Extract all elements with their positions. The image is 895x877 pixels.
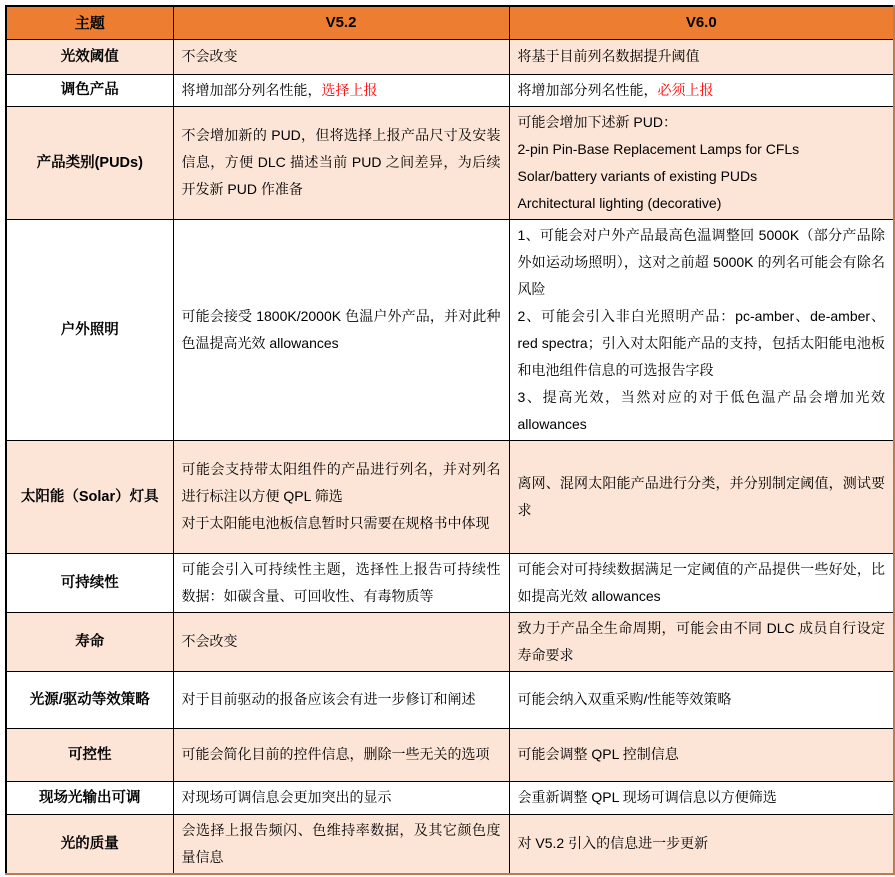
cell-text: 可能会纳入双重采购/性能等效策略 [517, 691, 732, 707]
table-row [6, 74, 894, 106]
column-header-topic: 主题 [6, 6, 173, 39]
table-row [6, 39, 894, 74]
cell-text: 可能会支持带太阳组件的产品进行列名，并对列名进行标注以方便 QPL 筛选 [181, 461, 501, 504]
v60-cell [509, 106, 894, 219]
cell-text: 可能会对可持续数据满足一定阈值的产品提供一些好处，比如提高光效 allowances [517, 560, 885, 604]
cell-text: 不会改变 [181, 48, 238, 64]
cell-text: 会选择上报告频闪、色维持率数据，及其它颜色度量信息 [181, 821, 501, 865]
v60-cell [509, 612, 894, 671]
v52-cell [173, 671, 509, 728]
cell-text: 可能会增加下述新 PUD： [517, 113, 677, 130]
topic-cell: 光源/驱动等效策略 [6, 671, 173, 728]
table-row [6, 219, 894, 440]
topic-cell: 光的质量 [6, 814, 173, 874]
v52-cell [173, 781, 509, 814]
cell-text: 将增加部分列名性能， [517, 81, 658, 98]
version-comparison-table [5, 5, 895, 875]
v52-cell [173, 553, 509, 612]
table-body [6, 39, 894, 874]
cell-text-highlight: 选择上报 [321, 81, 378, 98]
cell-text: 可能会调整 QPL 控制信息 [517, 746, 679, 762]
cell-text: 会重新调整 QPL 现场可调信息以方便筛选 [517, 789, 777, 805]
cell-text: 对现场可调信息会更加突出的显示 [181, 789, 392, 805]
cell-text: Solar/battery variants of existing PUDs [517, 167, 758, 184]
cell-text: 对于太阳能电池板信息暂时只需要在规格书中体现 [181, 515, 490, 531]
table-row [6, 612, 894, 671]
v60-cell [509, 219, 894, 440]
v60-cell [509, 671, 894, 728]
cell-text: 致力于产品全生命周期，可能会由不同 DLC 成员自行设定寿命要求 [517, 619, 885, 663]
v60-cell [509, 728, 894, 781]
v60-cell [509, 39, 894, 74]
v52-cell [173, 219, 509, 440]
v60-cell [509, 440, 894, 553]
cell-text: 将基于目前列名数据提升阈值 [517, 48, 700, 64]
column-header-v52: V5.2 [173, 6, 509, 39]
topic-cell: 可控性 [6, 728, 173, 781]
cell-text: 可能会接受 1800K/2000K 色温户外产品，并对此种色温提高光效 allowances [181, 307, 501, 351]
cell-text: 不会增加新的 PUD，但将选择上报产品尺寸及安装信息，方便 DLC 描述当前 PUD 之间差异，为后续开发新 PUD 作准备 [181, 127, 501, 197]
v60-cell [509, 553, 894, 612]
table-row [6, 553, 894, 612]
cell-text: 2、可能会引入非白光照明产品：pc-amber、de-amber、red spectra；引入对太阳能产品的支持，包括太阳能电池板和电池组件信息的可选报告字段 [517, 307, 885, 378]
topic-cell: 太阳能（Solar）灯具 [6, 440, 173, 553]
table-row [6, 106, 894, 219]
v52-cell [173, 440, 509, 553]
table-row [6, 671, 894, 728]
v52-cell [173, 728, 509, 781]
v52-cell [173, 39, 509, 74]
table-row [6, 728, 894, 781]
v60-cell [509, 781, 894, 814]
topic-cell: 调色产品 [6, 74, 173, 106]
topic-cell: 户外照明 [6, 219, 173, 440]
cell-text: 2-pin Pin-Base Replacement Lamps for CFLs [517, 140, 800, 157]
cell-text: 对于目前驱动的报备应该会有进一步修订和阐述 [181, 691, 476, 707]
v60-cell [509, 74, 894, 106]
table-row [6, 440, 894, 553]
table-row [6, 781, 894, 814]
v52-cell [173, 612, 509, 671]
topic-cell: 光效阈值 [6, 39, 173, 74]
cell-text: 对 V5.2 引入的信息进一步更新 [517, 835, 709, 851]
table-row [6, 814, 894, 874]
topic-cell: 可持续性 [6, 553, 173, 612]
column-header-v60: V6.0 [509, 6, 894, 39]
v52-cell [173, 74, 509, 106]
cell-text: 可能会简化目前的控件信息，删除一些无关的选项 [181, 746, 490, 762]
header-row [6, 6, 894, 39]
v60-cell [509, 814, 894, 874]
cell-text: 离网、混网太阳能产品进行分类，并分别制定阈值，测试要求 [517, 474, 885, 518]
v52-cell [173, 106, 509, 219]
cell-text: 可能会引入可持续性主题，选择性上报告可持续性数据：如碳含量、可回收性、有毒物质等 [181, 560, 501, 604]
cell-text: 3、提高光效，当然对应的对于低色温产品会增加光效 allowances [517, 388, 885, 432]
topic-cell: 寿命 [6, 612, 173, 671]
cell-text: Architectural lighting (decorative) [517, 194, 722, 211]
cell-text: 1、可能会对户外产品最高色温调整回 5000K（部分产品除外如运动场照明），这对之前超 5000K 的列名可能会有除名风险 [517, 226, 885, 297]
cell-text: 不会改变 [181, 633, 238, 649]
topic-cell: 现场光输出可调 [6, 781, 173, 814]
topic-cell: 产品类别(PUDs) [6, 106, 173, 219]
cell-text-highlight: 必须上报 [657, 81, 714, 98]
v52-cell [173, 814, 509, 874]
cell-text: 将增加部分列名性能， [181, 81, 322, 98]
table-header [6, 6, 894, 39]
